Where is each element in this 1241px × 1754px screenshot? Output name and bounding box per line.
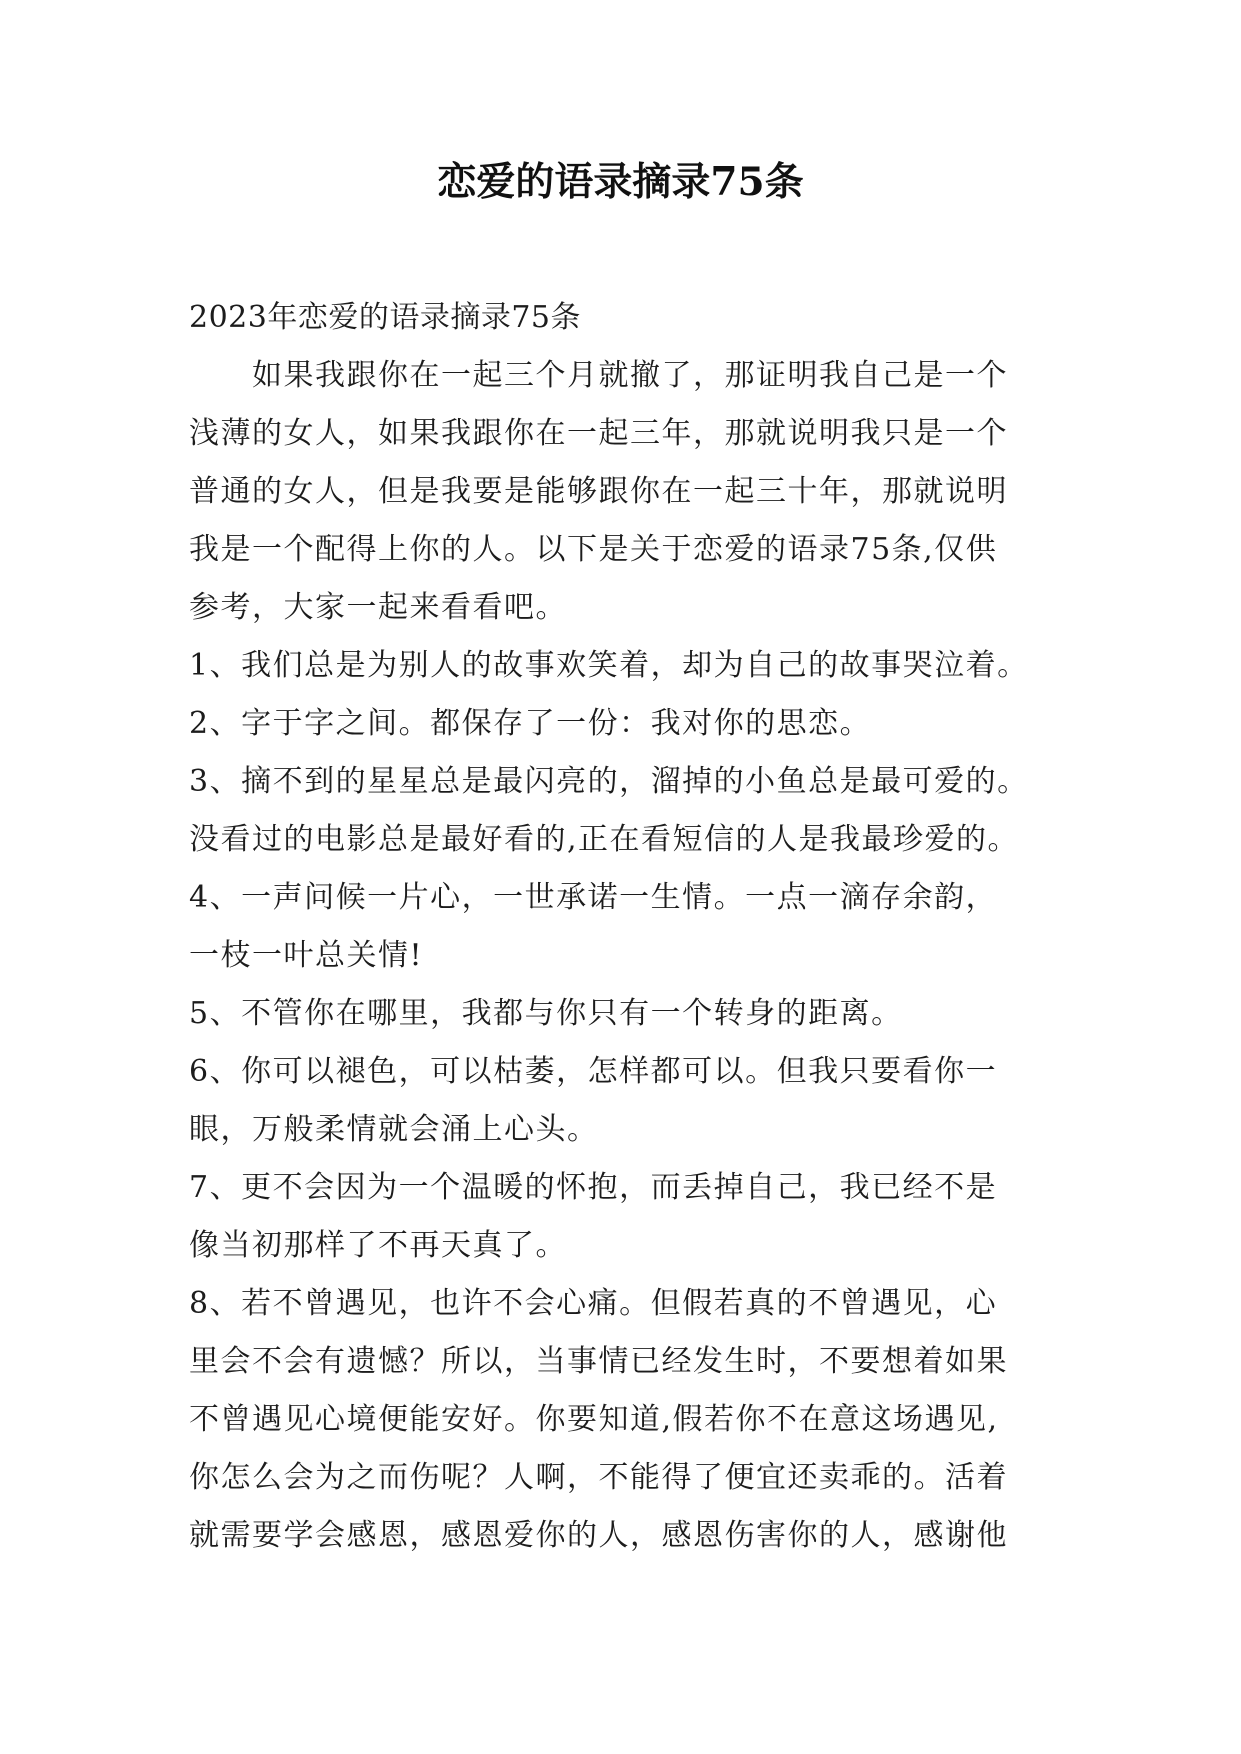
quote-line: 眼，万般柔情就会涌上心头。 [189, 1112, 599, 1147]
paragraph-line: 浅薄的女人，如果我跟你在一起三年，那就说明我只是一个 [189, 416, 1008, 451]
paragraph-line: 普通的女人，但是我要是能够跟你在一起三十年，那就说明 [189, 474, 1008, 509]
quote-line: 6、你可以褪色，可以枯萎，怎样都可以。但我只要看你一 [189, 1054, 998, 1089]
quote-line: 8、若不曾遇见，也许不会心痛。但假若真的不曾遇见，心 [189, 1286, 998, 1321]
quote-line: 像当初那样了不再天真了。 [189, 1228, 567, 1263]
quote-line: 你怎么会为之而伤呢？人啊，不能得了便宜还卖乖的。活着 [189, 1460, 1008, 1495]
quote-line: 4、一声问候一片心，一世承诺一生情。一点一滴存余韵， [189, 880, 998, 915]
quote-line: 里会不会有遗憾？所以，当事情已经发生时，不要想着如果 [189, 1344, 1008, 1379]
quote-line: 没看过的电影总是最好看的,正在看短信的人是我最珍爱的。 [189, 822, 1020, 857]
document-body [189, 289, 1069, 1565]
quote-line: 2、字于字之间。都保存了一份：我对你的思恋。 [189, 706, 872, 741]
quote-line: 一枝一叶总关情! [189, 938, 424, 973]
quote-line: 5、不管你在哪里，我都与你只有一个转身的距离。 [189, 996, 903, 1031]
quote-line: 1、我们总是为别人的故事欢笑着，却为自己的故事哭泣着。 [189, 648, 1029, 683]
paragraph-line: 参考，大家一起来看看吧。 [189, 590, 567, 625]
quote-line: 就需要学会感恩，感恩爱你的人，感恩伤害你的人，感谢他 [189, 1518, 1008, 1553]
quote-line: 不曾遇见心境便能安好。你要知道,假若你不在意这场遇见, [189, 1402, 999, 1437]
quote-line: 3、摘不到的星星总是最闪亮的，溜掉的小鱼总是最可爱的。 [189, 764, 1029, 799]
quote-line: 7、更不会因为一个温暖的怀抱，而丢掉自己，我已经不是 [189, 1170, 998, 1205]
document-subtitle: 2023年恋爱的语录摘录75条 [189, 300, 582, 335]
paragraph-line: 如果我跟你在一起三个月就撤了，那证明我自己是一个 [189, 358, 1008, 393]
paragraph-line: 我是一个配得上你的人。以下是关于恋爱的语录75条,仅供 [189, 532, 998, 567]
document-title: 恋爱的语录摘录75条 [437, 159, 804, 205]
